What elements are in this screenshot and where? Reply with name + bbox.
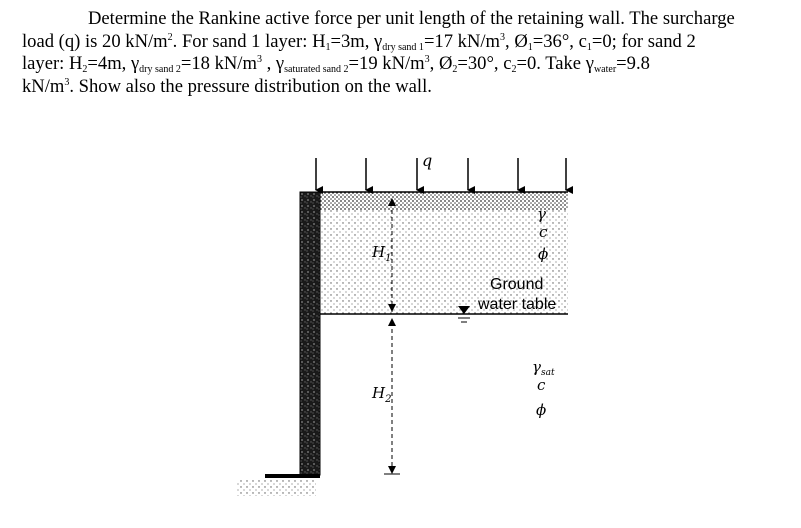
h2-arrowhead-bottom — [388, 466, 396, 474]
retaining-wall — [300, 192, 320, 475]
problem-text-run: =36°, c — [532, 30, 587, 52]
problem-text-run: 1 — [586, 41, 592, 53]
layer1-phi-symbol: ϕ — [538, 245, 549, 263]
problem-text-run: 2 — [82, 64, 88, 75]
problem-text-run: 2 — [511, 64, 517, 75]
problem-text-run: , Ø — [505, 30, 528, 52]
problem-text-run: 3 — [256, 54, 262, 65]
problem-text-run: . Show also the pressure distribution on the wall. — [69, 75, 432, 97]
problem-text-run: 1 — [527, 41, 533, 53]
wall-toe — [265, 474, 320, 478]
problem-text-run: load (q) is 20 kN/m — [22, 30, 168, 52]
layer1-gamma-symbol: γ — [537, 205, 546, 223]
problem-text-run: 3 — [64, 76, 70, 88]
problem-text-run: dry sand 1 — [382, 41, 424, 53]
problem-text-run: =0. Take γ — [516, 53, 594, 74]
layer2-gamma-sat-symbol: $\gamma_{sat}$ — [532, 358, 555, 378]
backfill-surface — [320, 192, 568, 210]
gwt-label-line-2: water table — [478, 296, 557, 313]
layer1-cohesion-symbol: c — [539, 223, 548, 241]
problem-text-run: saturated sand 2 — [284, 64, 349, 75]
problem-text-run: =4m, γ — [87, 53, 140, 74]
problem-text-run: dry sand 2 — [139, 64, 181, 75]
problem-text-run: 2 — [167, 31, 173, 43]
layer2-cohesion-symbol: c — [537, 376, 546, 394]
problem-text-run: =0; for sand 2 — [591, 30, 696, 52]
problem-text-run: water — [593, 64, 617, 75]
problem-text-run: =18 kN/m — [180, 53, 257, 74]
problem-text-run: . For sand 1 layer: H — [172, 30, 326, 52]
problem-text-run: =19 kN/m — [348, 53, 425, 74]
h2-label: $H_2$ — [372, 384, 392, 405]
problem-text-run: kN/m — [22, 75, 65, 97]
problem-text-run: 3 — [500, 31, 506, 43]
problem-text-run: =17 kN/m — [423, 30, 501, 52]
problem-text-run: Determine the Rankine active force per unit length of the retaining wall. The surcharge — [88, 8, 735, 29]
h2-arrowhead-top — [388, 318, 396, 326]
problem-text-run: =3m, γ — [330, 30, 383, 52]
h1-label: $H_1$ — [372, 243, 392, 264]
problem-text-run: =30°, c — [457, 53, 512, 74]
gwt-label-line-1: Ground — [490, 276, 544, 293]
problem-text-run: layer: H — [22, 53, 83, 74]
problem-text-run: 1 — [325, 41, 331, 53]
problem-text-run: 3 — [424, 54, 430, 65]
problem-text-run: , Ø — [429, 53, 453, 74]
foundation-soil — [236, 480, 316, 496]
problem-text-run: =9.8 — [616, 53, 650, 74]
problem-text-run: 2 — [452, 64, 458, 75]
problem-text-run: , γ — [261, 53, 285, 74]
layer2-phi-symbol: ϕ — [536, 401, 547, 419]
surcharge-label: q — [422, 151, 433, 170]
